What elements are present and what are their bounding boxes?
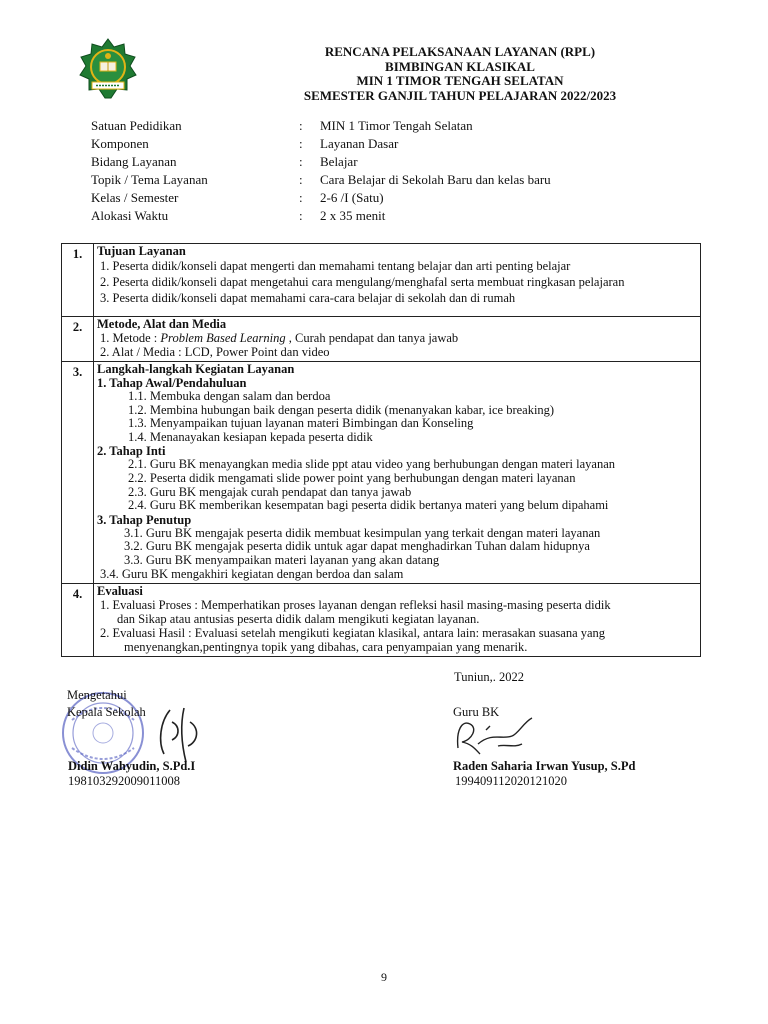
meta-colon: : [299,136,303,151]
list-item: 3.4. Guru BK mengakhiri kegiatan dengan berdoa dan salam [100,566,404,581]
meta-label: Bidang Layanan [91,154,177,169]
signature-left-labels [67,687,146,721]
metode-prefix: 1. Metode : [100,331,161,345]
section-body [94,317,701,362]
list-item: 1.1. Membuka dengan salam dan berdoa [128,389,331,403]
counselor-label: Guru BK [453,705,500,719]
document-header [200,45,720,103]
meta-colon: : [299,208,303,223]
page-number: 9 [381,970,387,984]
meta-colon: : [299,154,303,169]
list-item-continuation: menyenangkan,pentingnya topik yang dibahas, cara penyampaian yang menarik. [124,640,528,655]
section-number: 4. [62,584,94,657]
meta-value: Layanan Dasar [320,136,399,151]
meta-value: MIN 1 Timor Tengah Selatan [320,118,473,133]
section-title: Metode, Alat dan Media [97,317,227,331]
meta-label: Satuan Pedidikan [91,118,182,133]
plan-table [61,243,701,657]
list-item: 1.2. Membina hubungan baik dengan peserta didik (menanyakan kabar, ice breaking) [128,402,555,417]
section-number: 1. [62,244,94,317]
meta-label: Alokasi Waktu [91,208,169,223]
principal-name: Didin Wahyudin, S.Pd.I [68,759,196,773]
header-school: MIN 1 TIMOR TENGAH SELATAN [356,73,564,88]
meta-value: Cara Belajar di Sekolah Baru dan kelas baru [320,172,551,187]
counselor-signature-icon [452,714,536,758]
meta-label: Komponen [91,136,149,151]
meta-value: 2 x 35 menit [320,208,386,223]
meta-value: Belajar [320,154,358,169]
section-body [94,362,701,584]
section-number: 2. [62,317,94,362]
list-item: 1. Peserta didik/konseli dapat mengerti dan memahami tentang belajar dan arti penting belajar [100,259,571,273]
list-item-continuation: dan Sikap atau antusias peserta didik dalam mengikuti kegiatan layanan. [117,612,480,627]
section-row-langkah [62,362,701,584]
meta-colon: : [299,172,303,187]
list-item: 2.1. Guru BK menayangkan media slide ppt atau video yang berhubungan dengan materi layanan [128,457,616,472]
header-subtitle: BIMBINGAN KLASIKAL [385,58,535,74]
signature-principal-label: Kepala Sekolah [67,705,146,719]
list-item: 3. Peserta didik/konseli dapat memahami cara-cara belajar di sekolah dan di rumah [100,291,516,305]
list-item: 1.4. Menanayakan kesiapan kepada peserta didik [128,429,373,444]
list-item: 2. Evaluasi Hasil : Evaluasi setelah mengikuti kegiatan klasikal, antara lain: merasakan suasana yang [100,626,606,641]
header-semester: SEMESTER GANJIL TAHUN PELAJARAN 2022/2023 [303,87,617,103]
section-body [94,584,701,657]
section-title: Langkah-langkah Kegiatan Layanan [97,362,295,376]
section-row-evaluasi [62,584,701,657]
metode-suffix: , Curah pendapat dan tanya jawab [285,331,459,345]
meta-value: 2-6 /I (Satu) [320,190,384,205]
counselor-name: Raden Saharia Irwan Yusup, S.Pd [453,759,636,773]
section-title: Tujuan Layanan [97,244,186,258]
list-item: 3.1. Guru BK mengajak peserta didik membuat kesimpulan yang terkait dengan materi layanan [124,525,601,540]
list-item: 2.2. Peserta didik mengamati slide power point yang berhubungan dengan materi layanan [128,470,576,485]
counselor-nip: 199409112020121020 [455,774,568,788]
meta-label: Kelas / Semester [91,190,179,205]
subsection-title: 3. Tahap Penutup [97,512,192,527]
section-title: Evaluasi [97,584,143,599]
subsection-title: 2. Tahap Inti [97,444,166,459]
section-row-metode [62,317,701,362]
principal-nip: 198103292009011008 [68,774,181,788]
list-item: 3.3. Guru BK menyampaikan materi layanan yang akan datang [124,552,440,567]
list-item: 2.4. Guru BK memberikan kesempatan bagi peserta didik bertanya materi yang belum dipahami [128,498,609,513]
header-title: RENCANA PELAKSANAAN LAYANAN (RPL) [324,44,596,59]
meta-colon: : [299,118,303,133]
list-item: 1. Evaluasi Proses : Memperhatikan proses layanan dengan refleksi hasil masing-masing peserta didik [100,598,611,613]
meta-label: Topik / Tema Layanan [91,172,208,187]
section-body [94,244,701,317]
meta-colon: : [299,190,303,205]
kemenag-emblem-icon [78,38,138,100]
list-item: 3.2. Guru BK mengajak peserta didik untuk agar dapat menghadirkan Tuhan dalam hidupnya [124,539,590,554]
signature-known-label: Mengetahui [67,688,127,702]
list-item [97,331,700,345]
section-number: 3. [62,362,94,584]
list-item: 2.3. Guru BK mengajak curah pendapat dan tanya jawab [128,484,412,499]
list-item: 2. Peserta didik/konseli dapat mengetahui cara mengulang/menghafal serta membuat ringkasan pelajaran [100,275,625,289]
list-item: 2. Alat / Media : LCD, Power Point dan video [100,345,330,359]
section-row-tujuan [62,244,701,317]
subsection-title: 1. Tahap Awal/Pendahuluan [97,376,247,390]
metode-method: Problem Based Learning [160,331,286,345]
signature-date: Tuniun,. 2022 [454,670,525,684]
list-item: 1.3. Menyampaikan tujuan layanan materi Bimbingan dan Konseling [128,416,474,431]
